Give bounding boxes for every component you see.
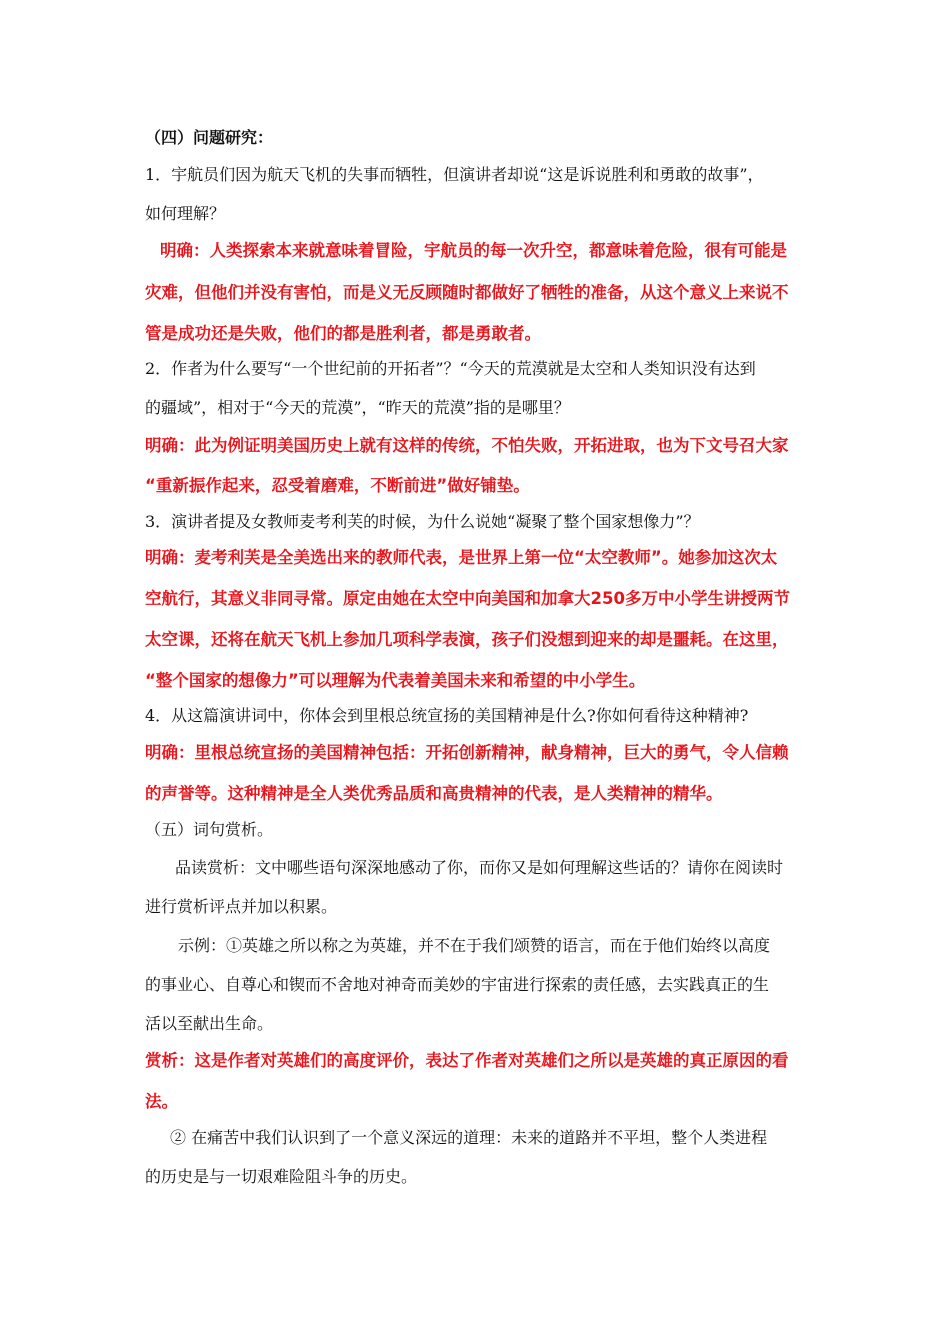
answer-3-line-3: 太空课，还将在航天飞机上参加几项科学表演，孩子们没想到迎来的却是噩耗。在这里， [145, 630, 789, 649]
reading-paragraph-line-2: 进行赏析评点并加以积累。 [145, 897, 338, 916]
example-2-line-1: ② 在痛苦中我们认识到了一个意义深远的道理：未来的道路并不平坦，整个人类进程 [170, 1128, 768, 1147]
appreciation-line-2: 法。 [145, 1092, 178, 1111]
answer-2-line-1: 明确：此为例证明美国历史上就有这样的传统，不怕失败，开拓进取，也为下文号召大家 [145, 436, 789, 455]
section-5-heading: （五）词句赏析。 [145, 820, 274, 839]
answer-1-line-2: 灾难，但他们并没有害怕，而是义无反顾随时都做好了牺牲的准备，从这个意义上来说不 [145, 283, 789, 302]
example-2-line-2: 的历史是与一切艰难险阻斗争的历史。 [145, 1167, 418, 1186]
appreciation-line-1: 赏析：这是作者对英雄们的高度评价，表达了作者对英雄们之所以是英雄的真正原因的看 [145, 1051, 789, 1070]
question-1-line-2: 如何理解？ [145, 204, 226, 223]
question-4-line-1: 4．从这篇演讲词中，你体会到里根总统宣扬的美国精神是什么?你如何看待这种精神? [145, 706, 749, 725]
reading-paragraph-line-1: 品读赏析：文中哪些语句深深地感动了你，而你又是如何理解这些话的？请你在阅读时 [175, 858, 784, 877]
answer-1-line-1: 明确：人类探索本来就意味着冒险，宇航员的每一次升空，都意味着危险，很有可能是 [160, 241, 787, 260]
example-paragraph-line-1: 示例：①英雄之所以称之为英雄，并不在于我们颂赞的语言，而在于他们始终以高度 [178, 936, 771, 955]
answer-1-line-3: 管是成功还是失败，他们的都是胜利者，都是勇敢者。 [145, 324, 541, 343]
answer-3-line-1: 明确：麦考利芙是全美选出来的教师代表，是世界上第一位“太空教师”。她参加这次太 [145, 548, 778, 567]
question-2-line-1: 2．作者为什么要写“一个世纪前的开拓者”？“今天的荒漠就是太空和人类知识没有达到 [145, 359, 756, 378]
example-paragraph-line-3: 活以至献出生命。 [145, 1014, 274, 1033]
answer-4-line-1: 明确：里根总统宣扬的美国精神包括：开拓创新精神，献身精神，巨大的勇气，令人信赖 [145, 743, 789, 762]
section-4-heading: （四）问题研究： [145, 128, 274, 147]
answer-4-line-2: 的声誉等。这种精神是全人类优秀品质和高贵精神的代表，是人类精神的精华。 [145, 784, 723, 803]
question-2-line-2: 的疆域”，相对于“今天的荒漠”，“昨天的荒漠”指的是哪里？ [145, 398, 570, 417]
question-1-line-1: 1．宇航员们因为航天飞机的失事而牺牲，但演讲者却说“这是诉说胜利和勇敢的故事”， [145, 165, 764, 184]
answer-3-line-2: 空航行，其意义非同寻常。原定由她在太空中向美国和加拿大250多万中小学生讲授两节 [145, 589, 790, 608]
question-3-line-1: 3．演讲者提及女教师麦考利芙的时候，为什么说她“凝聚了整个国家想像力”？ [145, 512, 700, 531]
example-paragraph-line-2: 的事业心、自尊心和锲而不舍地对神奇而美妙的宇宙进行探索的责任感，去实践真正的生 [145, 975, 770, 994]
answer-2-line-2: “重新振作起来，忍受着磨难，不断前进”做好铺垫。 [145, 476, 530, 495]
answer-3-line-4: “整个国家的想像力”可以理解为代表着美国未来和希望的中小学生。 [145, 671, 646, 690]
